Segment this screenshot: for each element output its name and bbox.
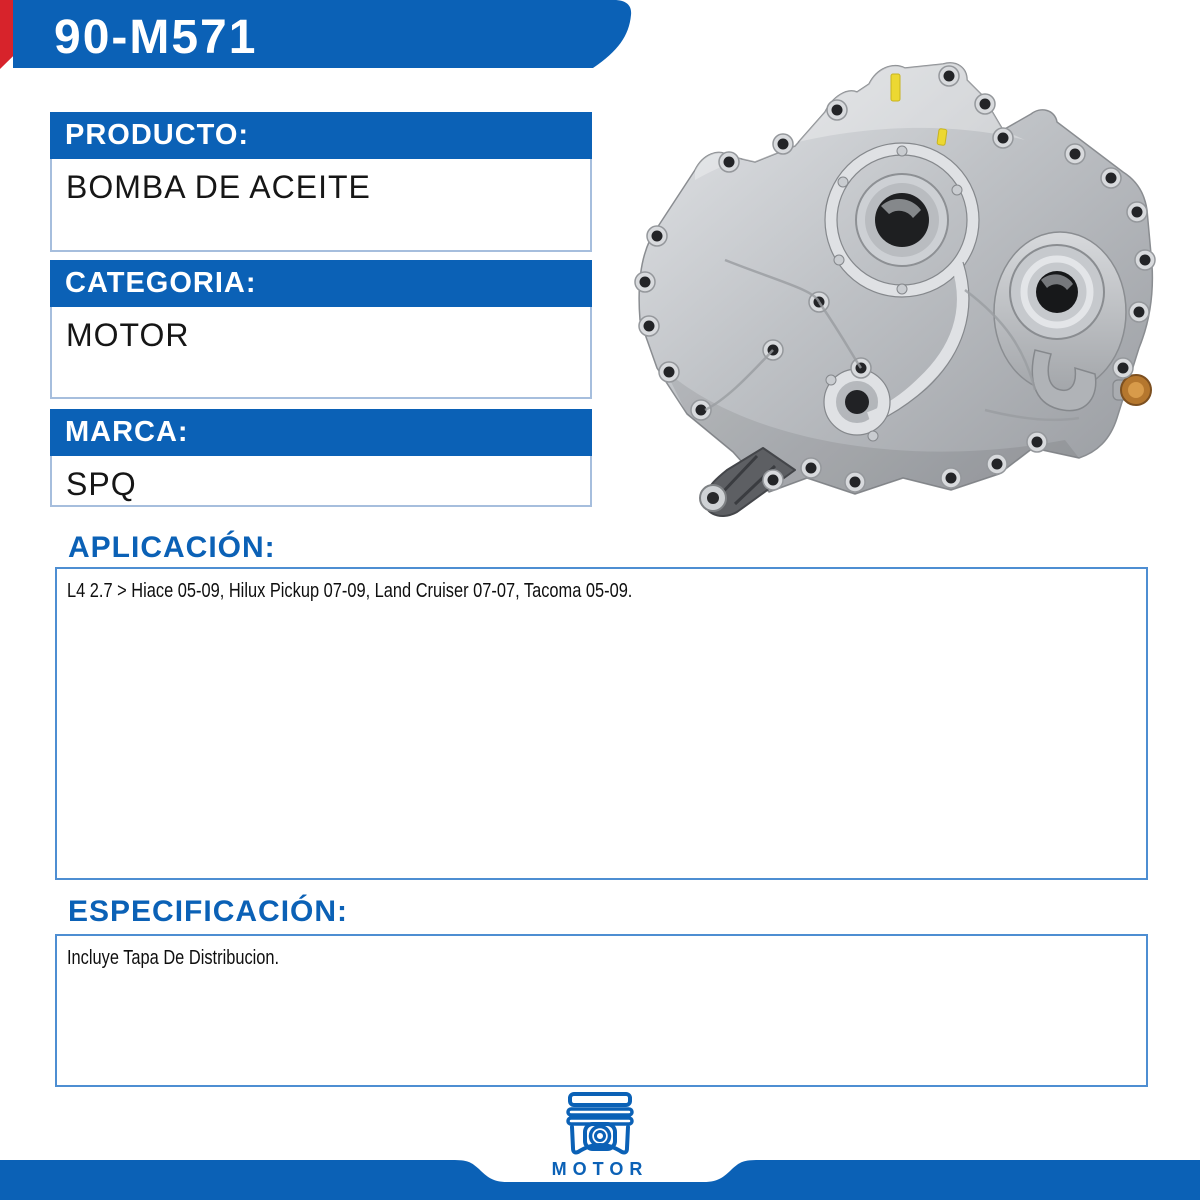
footer-category-label: MOTOR xyxy=(551,1159,649,1179)
aplicacion-text: L4 2.7 > Hiace 05-09, Hilux Pickup 07-09, Land Cruiser 07-07, Tacoma 05-09. xyxy=(67,580,633,602)
marca-label-bar xyxy=(50,409,592,456)
header xyxy=(0,0,640,70)
piston-icon xyxy=(561,1091,639,1161)
categoria-label-bar xyxy=(50,260,592,307)
aplicacion-heading: APLICACIÓN: xyxy=(68,531,276,564)
producto-label-bar xyxy=(50,112,592,159)
producto-value: BOMBA DE ACEITE xyxy=(66,169,371,205)
marca-value: SPQ xyxy=(66,466,137,502)
yellow-clip xyxy=(891,74,900,101)
producto-label: PRODUCTO: xyxy=(65,119,250,151)
especificacion-text: Incluye Tapa De Distribucion. xyxy=(67,947,280,969)
part-number: 90-M571 xyxy=(54,11,258,64)
footer-blue-bar xyxy=(0,1160,1200,1200)
producto-value-box xyxy=(50,159,592,252)
especificacion-heading: ESPECIFICACIÓN: xyxy=(68,895,349,928)
marca-value-box xyxy=(50,456,592,507)
yellow-clip xyxy=(937,129,947,146)
product-photo xyxy=(605,50,1165,560)
marca-label: MARCA: xyxy=(65,416,189,448)
aplicacion-box xyxy=(55,567,1148,880)
categoria-value: MOTOR xyxy=(66,317,190,353)
categoria-label: CATEGORIA: xyxy=(65,267,257,299)
categoria-value-box xyxy=(50,307,592,399)
especificacion-box xyxy=(55,934,1148,1087)
